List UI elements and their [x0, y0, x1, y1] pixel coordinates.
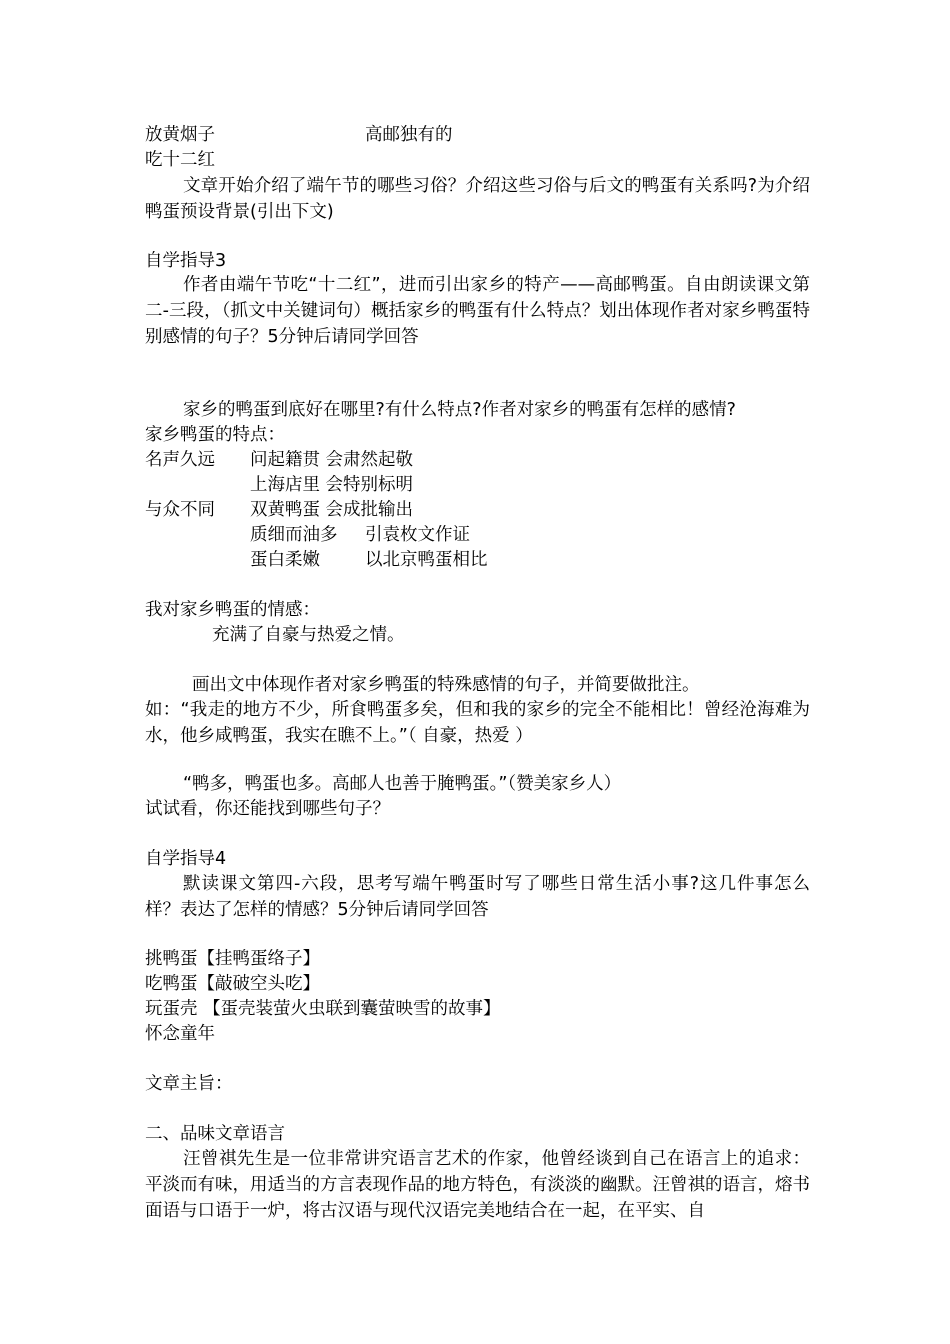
annotate-example-2: “鸭多，鸭蛋也多。高邮人也善于腌鸭蛋。”（赞美家乡人）: [183, 774, 622, 794]
section-2-text: 汪曾祺先生是一位非常讲究语言艺术的作家，他曾经谈到自己在语言上的追求：平淡而有味，用适当的方言表现作品的地方特色，有淡淡的幽默。汪曾祺的语言，熔书面语与口语于一炉，将古汉语与现代汉语完美地结合在一起，在平实、自: [145, 1149, 810, 1221]
guide-3-body: [145, 272, 810, 350]
theme-heading: 文章主旨：: [145, 1074, 233, 1094]
custom-item-2: 吃十二红: [145, 150, 215, 170]
features-heading: 家乡鸭蛋的特点：: [145, 425, 285, 445]
features-group-2: 与众不同: [145, 500, 215, 520]
events-summary: 怀念童年: [145, 1024, 215, 1044]
section-2-body: [145, 1146, 810, 1224]
event-3: 玩蛋壳 【蛋壳装萤火虫联到囊萤映雪的故事】: [145, 999, 501, 1019]
section-2-title: 二、品味文章语言: [145, 1124, 285, 1144]
annotate-example: [145, 697, 810, 749]
customs-question: [145, 173, 810, 225]
guide-4-body: [145, 871, 810, 923]
guide-4-text: 默读课文第四-六段，思考写端午鸭蛋时写了哪些日常生活小事?这几件事怎么样？表达了怎样的情感？5分钟后请同学回答: [145, 874, 810, 920]
features-g2-row3a: 蛋白柔嫩: [250, 550, 320, 570]
features-g2-row2a: 质细而油多: [250, 525, 338, 545]
custom-item-1: 放黄烟子: [145, 125, 215, 145]
emotion-answer: 充满了自豪与热爱之情。: [212, 625, 405, 645]
features-g2-row3b: 以北京鸭蛋相比: [365, 550, 488, 570]
annotate-example-text: 如：“我走的地方不少，所食鸭蛋多矣，但和我的家乡的完全不能相比！曾经沧海难为水，他乡咸鸭蛋，我实在瞧不上。”（ 自豪，热爱 ）: [145, 700, 810, 746]
event-1: 挑鸭蛋【挂鸭蛋络子】: [145, 949, 320, 969]
features-g2-row1: 双黄鸭蛋 会成批输出: [250, 500, 414, 520]
features-question: 家乡的鸭蛋到底好在哪里?有什么特点?作者对家乡的鸭蛋有怎样的感情?: [183, 400, 736, 420]
features-g1-row1: 问起籍贯 会肃然起敬: [250, 450, 414, 470]
guide-4-title: 自学指导4: [145, 849, 227, 869]
guide-3-text: 作者由端午节吃“十二红”，进而引出家乡的特产——高邮鸭蛋。自由朗读课文第二-三段，（抓文中关键词句）概括家乡的鸭蛋有什么特点？划出体现作者对家乡鸭蛋特别感情的句子？5分钟后请同学回答: [145, 275, 810, 347]
emotion-heading: 我对家乡鸭蛋的情感：: [145, 600, 320, 620]
customs-question-text: 文章开始介绍了端午节的哪些习俗？介绍这些习俗与后文的鸭蛋有关系吗?为介绍鸭蛋预设背景(引出下文): [145, 176, 810, 222]
annotate-try: 试试看，你还能找到哪些句子？: [145, 799, 390, 819]
custom-note: 高邮独有的: [365, 125, 453, 145]
annotate-instruction: 画出文中体现作者对家乡鸭蛋的特殊感情的句子，并简要做批注。: [192, 675, 700, 695]
features-group-1: 名声久远: [145, 450, 215, 470]
guide-3-title: 自学指导3: [145, 251, 227, 271]
event-2: 吃鸭蛋【敲破空头吃】: [145, 974, 320, 994]
features-g1-row2: 上海店里 会特别标明: [250, 475, 414, 495]
features-g2-row2b: 引袁枚文作证: [365, 525, 470, 545]
